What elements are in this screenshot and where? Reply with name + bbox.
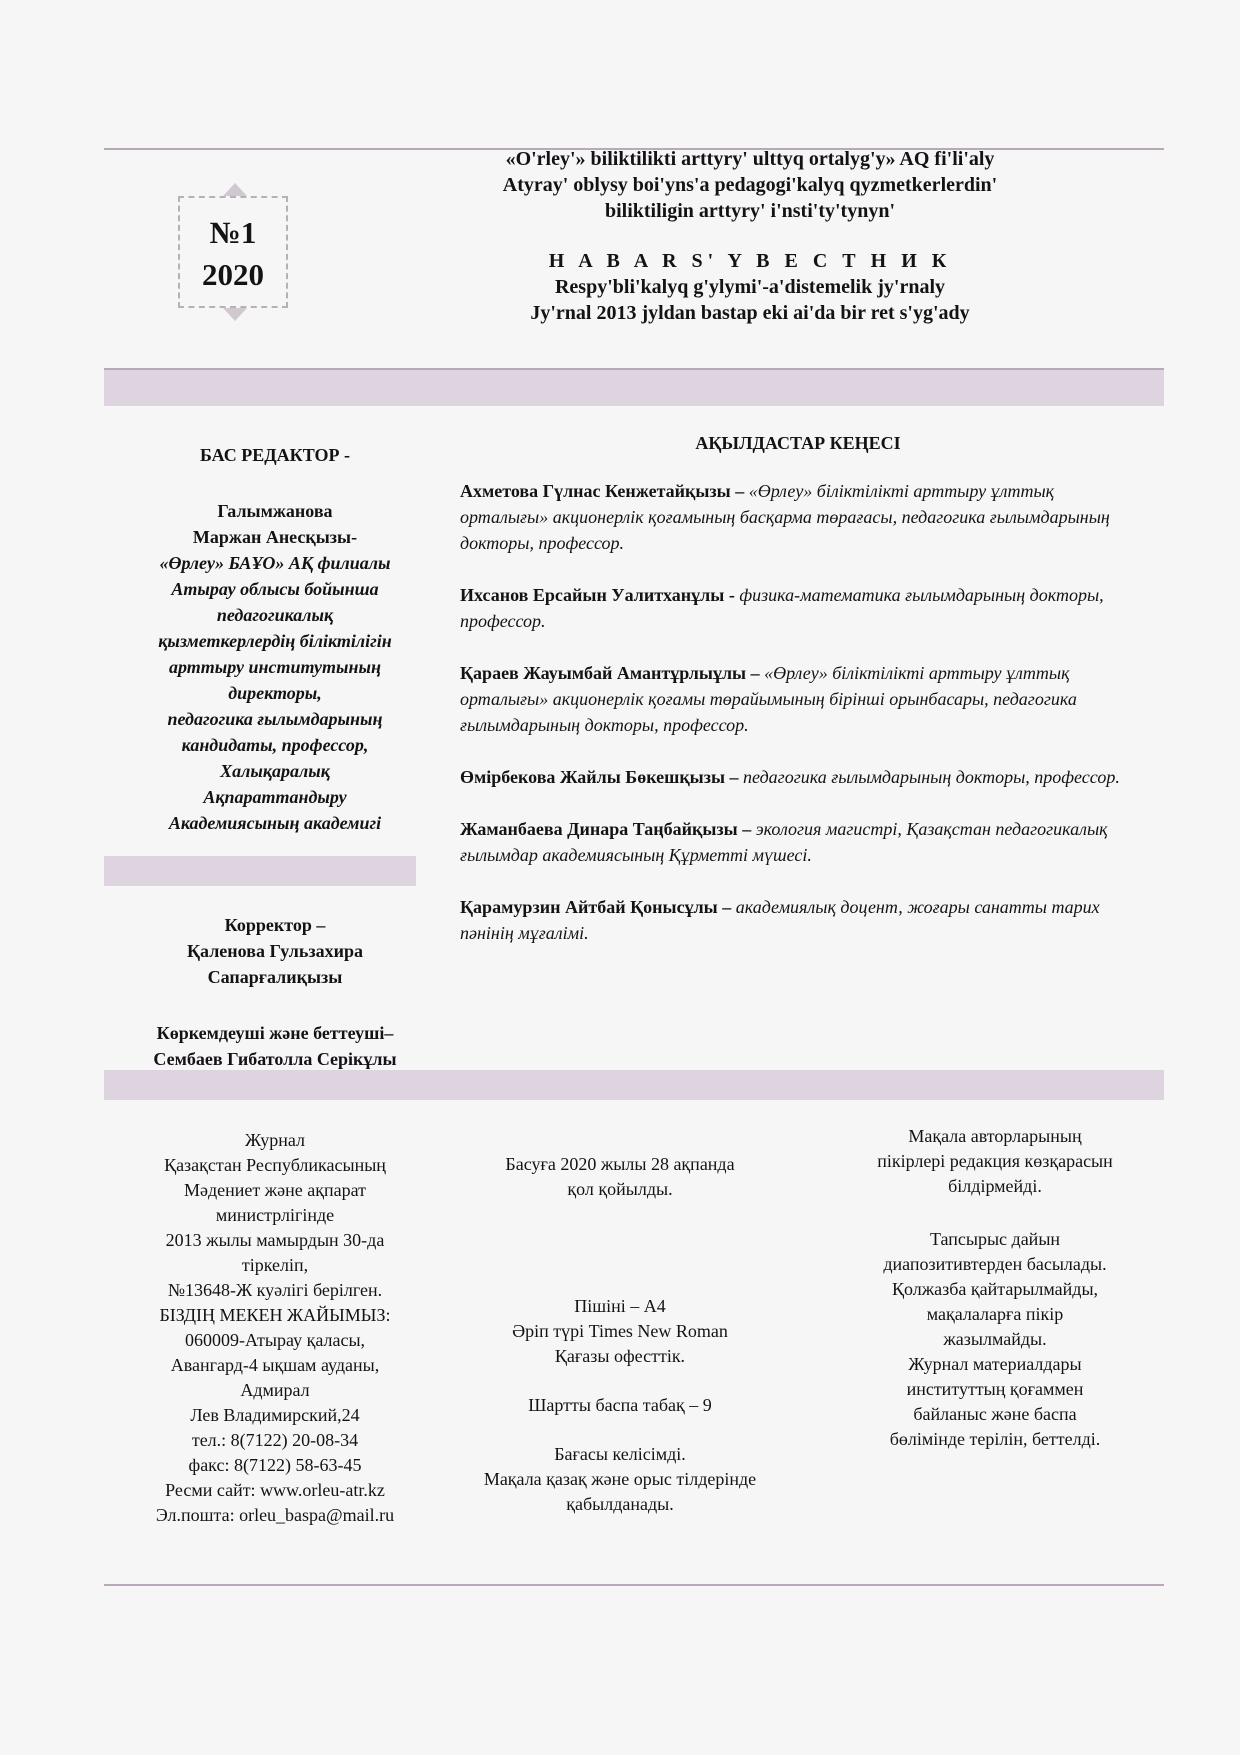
designer-line-2: Сембаев Гибатолла Серікұлы bbox=[153, 1049, 397, 1069]
address-line: Авангард-4 ықшам ауданы, bbox=[170, 1355, 380, 1375]
page-format: Пішіні – А4 bbox=[574, 1296, 666, 1316]
chief-editor-position-9: Халықаралық bbox=[220, 761, 330, 781]
member-name: Жаманбаева Динара Таңбайқызы – bbox=[460, 819, 756, 839]
phone: тел.: 8(7122) 20-08-34 bbox=[191, 1430, 359, 1450]
member-description: «Өрлеу» біліктілікті арттыру ұлттық орталығы» акционерлік қоғамының басқарма төрағасы, педагогика ғылымдарының докторы, профессор. bbox=[460, 481, 1110, 553]
registration-line: №13648-Ж куәлігі берілген. bbox=[167, 1280, 383, 1300]
member-name: Қараев Жауымбай Амантұрлыұлы – bbox=[460, 663, 765, 683]
corrector-line-3: Сапарғалиқызы bbox=[207, 967, 343, 987]
header-divider-band bbox=[104, 370, 1164, 406]
printing-line: мақалаларға пікір bbox=[926, 1304, 1064, 1324]
printing-line: диапозитивтерден басылады. bbox=[883, 1254, 1107, 1274]
badge-down-arrow-icon bbox=[223, 308, 247, 321]
paper-type: Қағазы офесттік. bbox=[554, 1346, 686, 1366]
org-line-1: «O'rley'» biliktilikti arttyry' ulttyq ortalyg'y» AQ fi'li'aly bbox=[505, 148, 995, 170]
fax: факс: 8(7122) 58-63-45 bbox=[188, 1455, 362, 1475]
chief-editor-block bbox=[110, 442, 440, 836]
chief-editor-position-4: қызметкерлердің біліктілігін bbox=[158, 631, 392, 651]
corrector-line-1: Корректор – bbox=[224, 915, 326, 935]
member-description: «Өрлеу» біліктілікті арттыру ұлттық орталығы» акционерлік қоғамы төрайымының бірінші орынбасары, педагогика ғылымдарының докторы, профессор. bbox=[460, 663, 1077, 735]
address-line: Лев Владимирский,24 bbox=[190, 1405, 360, 1425]
printing-line: бөлімінде терілін, беттелді. bbox=[889, 1429, 1101, 1449]
printing-line: байланыс және баспа bbox=[913, 1404, 1077, 1424]
council-member bbox=[460, 582, 1136, 634]
council-member bbox=[460, 816, 1136, 868]
footer-right bbox=[830, 1124, 1160, 1452]
email: Эл.пошта: orleu_baspa@mail.ru bbox=[155, 1505, 395, 1525]
member-name: Ихсанов Ерсайын Уалитханұлы - bbox=[460, 585, 740, 605]
journal-subtitle: Respy'bli'kalyq g'ylymi'-a'distemelik jy'rnaly bbox=[554, 276, 946, 298]
member-description: физика-математика ғылымдарының докторы, профессор. bbox=[460, 585, 1104, 631]
left-divider-band bbox=[104, 856, 416, 886]
printed-sheets: Шартты баспа табақ – 9 bbox=[528, 1395, 712, 1415]
issue-number: №1 bbox=[209, 215, 257, 250]
printing-line: Журнал материалдары bbox=[908, 1354, 1082, 1374]
signed-to-print-1: Басуға 2020 жылы 28 ақпанда bbox=[505, 1154, 735, 1174]
member-name: Өмірбекова Жайлы Бөкешқызы – bbox=[460, 767, 744, 787]
chief-editor-position-1: «Өрлеу» БАҰО» АҚ филиалы bbox=[159, 553, 391, 573]
member-description: экология магистрі, Қазақстан педагогикалық ғылымдар академиясының Құрметті мүшесі. bbox=[460, 819, 1108, 865]
footer-left bbox=[110, 1128, 440, 1528]
issue-badge bbox=[178, 196, 288, 308]
chief-editor-position-11: Академиясының академигі bbox=[168, 813, 382, 833]
bottom-rule bbox=[104, 1584, 1164, 1586]
printing-line: Тапсырыс дайын bbox=[929, 1229, 1061, 1249]
languages-2: қабылданады. bbox=[566, 1494, 674, 1514]
council-heading: АҚЫЛДАСТАР КЕҢЕСІ bbox=[695, 433, 901, 453]
registration-line: тіркеліп, bbox=[241, 1255, 309, 1275]
corrector-block bbox=[110, 912, 440, 990]
member-description: педагогика ғылымдарының докторы, профессор. bbox=[743, 767, 1120, 787]
chief-editor-position-3: педагогикалық bbox=[216, 605, 334, 625]
printing-line: институттың қоғаммен bbox=[906, 1379, 1084, 1399]
issue-year: 2020 bbox=[202, 257, 264, 292]
badge-up-arrow-icon bbox=[223, 183, 247, 196]
footer-divider-band bbox=[104, 1070, 1164, 1100]
disclaimer-line: білдірмейді. bbox=[948, 1176, 1042, 1196]
chief-editor-position-10: Ақпараттандыру bbox=[203, 787, 347, 807]
council-member bbox=[460, 478, 1136, 556]
price: Бағасы келісімді. bbox=[554, 1444, 686, 1464]
header-divider-rule bbox=[104, 368, 1164, 370]
council-member bbox=[460, 764, 1136, 790]
member-name: Қарамурзин Айтбай Қонысұлы – bbox=[460, 897, 736, 917]
org-line-2: Atyray' oblysy boi'yns'a pedagogi'kalyq qyzmetkerlerdin' bbox=[502, 174, 998, 196]
disclaimer-line: пікірлері редакция көзқарасын bbox=[877, 1151, 1113, 1171]
languages-1: Мақала қазақ және орыс тілдерінде bbox=[483, 1469, 757, 1489]
org-line-3: biliktiligin arttyry' i'nsti'ty'tynyn' bbox=[604, 200, 896, 222]
registration-line: 2013 жылы мамырдын 30-да bbox=[165, 1230, 385, 1250]
address-line: Адмирал bbox=[240, 1380, 310, 1400]
registration-line: Журнал bbox=[244, 1130, 305, 1150]
journal-header bbox=[410, 146, 1090, 326]
journal-frequency: Jy'rnal 2013 jyldan bastap eki ai'da bir ret s'yg'ady bbox=[530, 302, 970, 324]
advisory-council bbox=[460, 430, 1136, 972]
font-type: Әріп түрі Times New Roman bbox=[512, 1321, 728, 1341]
website: Ресми сайт: www.orleu-atr.kz bbox=[165, 1480, 385, 1500]
member-name: Ахметова Гүлнас Кенжетайқызы – bbox=[460, 481, 749, 501]
designer-block bbox=[110, 1020, 440, 1072]
address-heading: БІЗДІҢ МЕКЕН ЖАЙЫМЫЗ: bbox=[159, 1305, 391, 1325]
disclaimer-line: Мақала авторларының bbox=[908, 1126, 1082, 1146]
signed-to-print-2: қол қойылды. bbox=[567, 1179, 673, 1199]
printing-line: Қолжазба қайтарылмайды, bbox=[891, 1279, 1099, 1299]
council-member bbox=[460, 660, 1136, 738]
printing-line: жазылмайды. bbox=[943, 1329, 1047, 1349]
chief-editor-position-2: Атырау облысы бойынша bbox=[171, 579, 379, 599]
designer-line-1: Көркемдеуші және беттеуші– bbox=[156, 1023, 394, 1043]
member-description: академиялық доцент, жоғары санатты тарих пәнінің мұғалімі. bbox=[460, 897, 1100, 943]
journal-title: H A B A R S' Y В Е С Т Н И К bbox=[548, 250, 952, 272]
chief-editor-position-5: арттыру институтының bbox=[168, 657, 382, 677]
registration-line: Мәдениет және ақпарат bbox=[183, 1180, 367, 1200]
chief-editor-name-1: Галымжанова bbox=[217, 501, 333, 521]
chief-editor-heading: БАС РЕДАКТОР - bbox=[200, 445, 350, 465]
address-line: 060009-Атырау қаласы, bbox=[184, 1330, 366, 1350]
footer-middle bbox=[450, 1152, 790, 1517]
chief-editor-name-2: Маржан Анесқызы- bbox=[192, 527, 358, 547]
registration-line: министрлігінде bbox=[215, 1205, 335, 1225]
chief-editor-position-6: директоры, bbox=[228, 683, 322, 703]
registration-line: Қазақстан Республикасының bbox=[164, 1155, 386, 1175]
chief-editor-position-7: педагогика ғылымдарының bbox=[167, 709, 383, 729]
council-member bbox=[460, 894, 1136, 946]
corrector-line-2: Қаленова Гульзахира bbox=[187, 941, 363, 961]
chief-editor-position-8: кандидаты, профессор, bbox=[181, 735, 369, 755]
